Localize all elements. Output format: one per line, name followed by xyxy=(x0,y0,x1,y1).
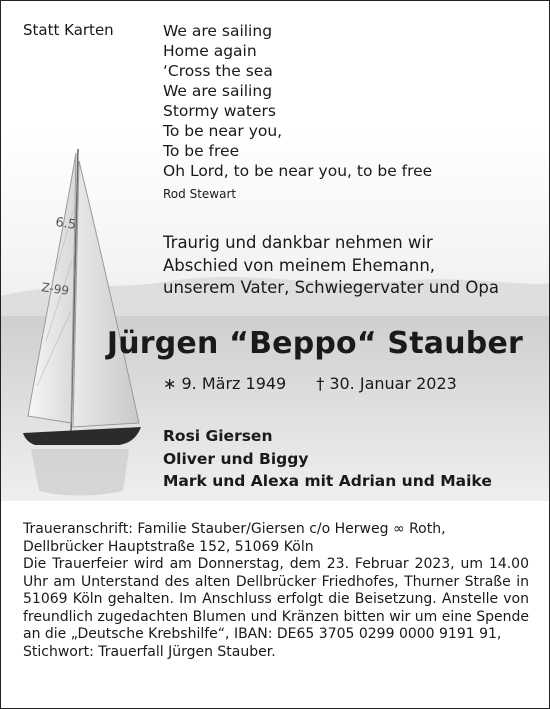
address-line: Traueranschrift: Familie Stauber/Giersen c/o Herweg ∞ Roth, xyxy=(23,521,446,537)
donation-keyword: Stichwort: Trauerfall Jürgen Stauber. xyxy=(23,643,276,660)
poem-line: To be near you, xyxy=(163,122,283,140)
statt-karten-label: Statt Karten xyxy=(23,21,114,39)
mourners-list xyxy=(163,425,492,493)
deceased-name: Jürgen “Beppo“ Stauber xyxy=(106,326,523,361)
birth-date: ∗ 9. März 1949 xyxy=(163,374,287,393)
death-date: † 30. Januar 2023 xyxy=(316,374,457,393)
poem-line: We are sailing xyxy=(163,82,273,100)
sail-number-bottom: Z-99 xyxy=(40,280,70,298)
mourner-line: Mark und Alexa mit Adrian und Maike xyxy=(163,472,492,490)
poem-line: We are sailing xyxy=(163,22,273,40)
poem-line: To be free xyxy=(163,142,240,160)
poem-line: ‘Cross the sea xyxy=(163,62,273,80)
intro-line: Abschied von meinem Ehemann, xyxy=(163,255,436,275)
sail-number-top: 6.5 xyxy=(54,215,78,233)
poem-line: Oh Lord, to be near you, to be free xyxy=(163,162,433,180)
address-line: Dellbrücker Hauptstraße 152, 51069 Köln xyxy=(23,538,314,555)
poem-author: Rod Stewart xyxy=(163,187,237,201)
mourning-intro xyxy=(163,232,499,300)
poem xyxy=(163,21,432,181)
ceremony-text: Die Trauerfeier wird am Donnerstag, dem 23. Februar 2023, um 14.00 Uhr am Unterstand des alten Dellbrücker Friedhofes, Thurner Straße in 51069 Köln gehalten. Im Anschluss erfolgt die Beisetzung. Anstelle von freundlich zugedachten Blumen und Kränzen bitten wir um eine Spende an die „Deutsche Krebshilfe“, IBAN: DE65 3705 0299 0000 9191 91, xyxy=(23,556,529,642)
mourner-line: Oliver und Biggy xyxy=(163,449,309,468)
intro-line: Traurig und dankbar nehmen wir xyxy=(163,233,433,252)
life-dates xyxy=(163,374,457,393)
poem-line: Home again xyxy=(163,42,257,60)
funeral-details xyxy=(23,521,529,661)
intro-line: unserem Vater, Schwiegervater und Opa xyxy=(163,278,499,297)
poem-line: Stormy waters xyxy=(163,102,276,120)
boat-reflection xyxy=(31,449,129,496)
mourner-line: Rosi Giersen xyxy=(163,427,273,445)
